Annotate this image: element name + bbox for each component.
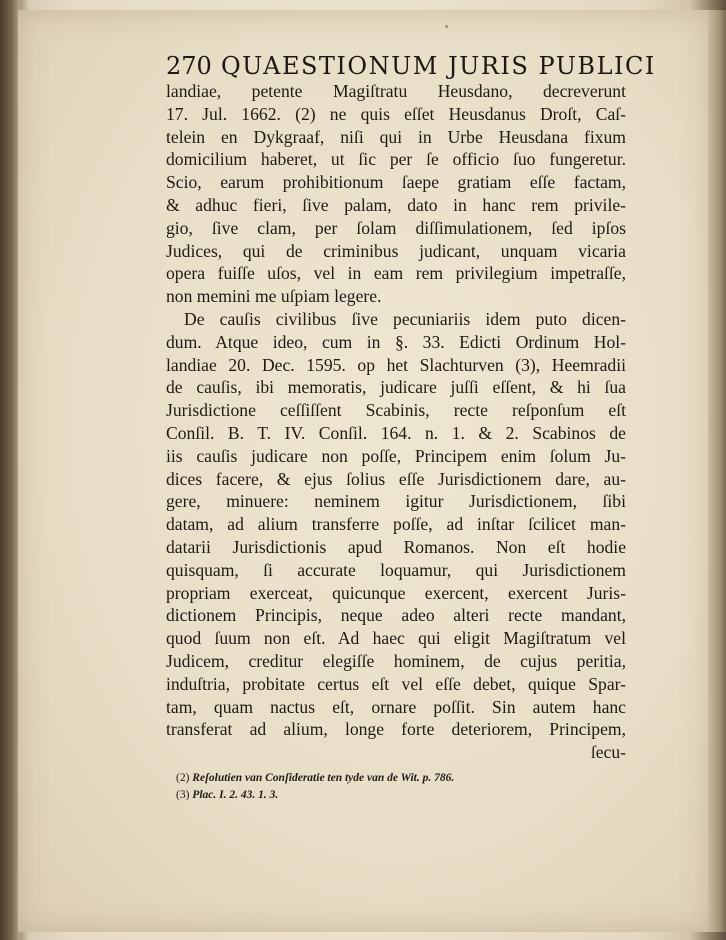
text-line: dices facere, & ejus ſolius eſſe Jurisdictionem dare, au- <box>166 468 626 489</box>
text-line: domicilium haberet, ut ſic per ſe officio ſuo fungeretur. <box>166 149 626 170</box>
text-line: quisquam, ſi accurate loquamur, qui Jurisdictionem <box>166 559 626 580</box>
text-line: 17. Jul. 1662. (2) ne quis eſſet Heusdanus Droſt, Caſ- <box>166 103 626 124</box>
text-line: opera fuiſſe uſos, vel in eam rem privilegium impetraſſe, <box>166 263 626 284</box>
body-text <box>166 80 626 764</box>
text-line: gio, ſive clam, per ſolam diſſimulationem, ſed ipſos <box>166 217 626 238</box>
text-line: tam, quam nactus eſt, ornare poſſit. Sin autem hanc <box>166 696 626 717</box>
text-line: quod ſuum non eſt. Ad haec qui eligit Magiſtratum vel <box>166 628 626 649</box>
page-number: 270 <box>166 52 212 80</box>
text-line: telein en Dykgraaf, niſi qui in Urbe Heusdana fixum <box>166 126 626 147</box>
footnote-text: Reſolutien van Conſideratie ten tyde van de Wit. p. 786. <box>192 772 455 784</box>
page-fore-edge <box>708 10 726 932</box>
text-line: induſtria, probitate certus eſt vel eſſe debet, quique Spar- <box>166 673 626 694</box>
footnotes <box>176 770 616 804</box>
text-line: dum. Atque ideo, cum in §. 33. Edicti Ordinum Hol- <box>166 331 626 352</box>
text-line: dictionem Principis, neque adeo alteri recte mandant, <box>166 605 626 626</box>
running-header <box>166 52 656 80</box>
running-title: QUAESTIONUM JURIS PUBLICI <box>220 52 656 80</box>
text-line: datarii Jurisdictionis apud Romanos. Non eſt hodie <box>166 536 626 557</box>
book-spine-edge <box>0 0 20 940</box>
footnote-marker: (2) <box>176 772 190 784</box>
text-line: De cauſis civilibus ſive pecuniariis idem puto dicen- <box>184 308 626 329</box>
footnote <box>176 770 616 787</box>
text-line: landiae 20. Dec. 1595. op het Slachturven (3), Heemradii <box>166 354 626 375</box>
text-line: transferat ad alium, longe forte deteriorem, Principem, <box>166 719 626 740</box>
ink-speck <box>445 25 448 28</box>
footnote-marker: (3) <box>176 789 190 801</box>
text-line: de cauſis, ibi memoratis, judicare juſſi eſſent, & hi ſua <box>166 377 626 398</box>
text-line: & adhuc fieri, ſive palam, dato in hanc rem privile- <box>166 194 626 215</box>
footnote-text: Plac. I. 2. 43. 1. 3. <box>192 789 279 801</box>
text-line: Conſil. B. T. IV. Conſil. 164. n. 1. & 2. Scabinos de <box>166 422 626 443</box>
text-line: gere, minuere: neminem igitur Jurisdictionem, ſibi <box>166 491 626 512</box>
text-line: datam, ad alium transferre poſſe, ad inſtar ſcilicet man- <box>166 514 626 535</box>
text-line: non memini me uſpiam legere. <box>166 286 382 307</box>
text-line: ſecu- <box>590 742 626 763</box>
text-line: Jurisdictione ceſſiſſent Scabinis, recte reſponſum eſt <box>166 400 626 421</box>
text-line: iis cauſis judicare non poſſe, Principem enim ſolum Ju- <box>166 445 626 466</box>
text-line: Judicem, creditur elegiſſe hominem, de cujus peritia, <box>166 650 626 671</box>
text-line: Scio, earum prohibitionum ſaepe gratiam eſſe factam, <box>166 172 626 193</box>
text-line: landiae, petente Magiſtratu Heusdano, decreverunt <box>166 81 626 101</box>
text-line: Judices, qui de criminibus judicant, unquam vicaria <box>166 240 626 261</box>
text-line: propriam exerceat, quicunque exercent, exercent Juris- <box>166 582 626 603</box>
footnote <box>176 787 616 804</box>
